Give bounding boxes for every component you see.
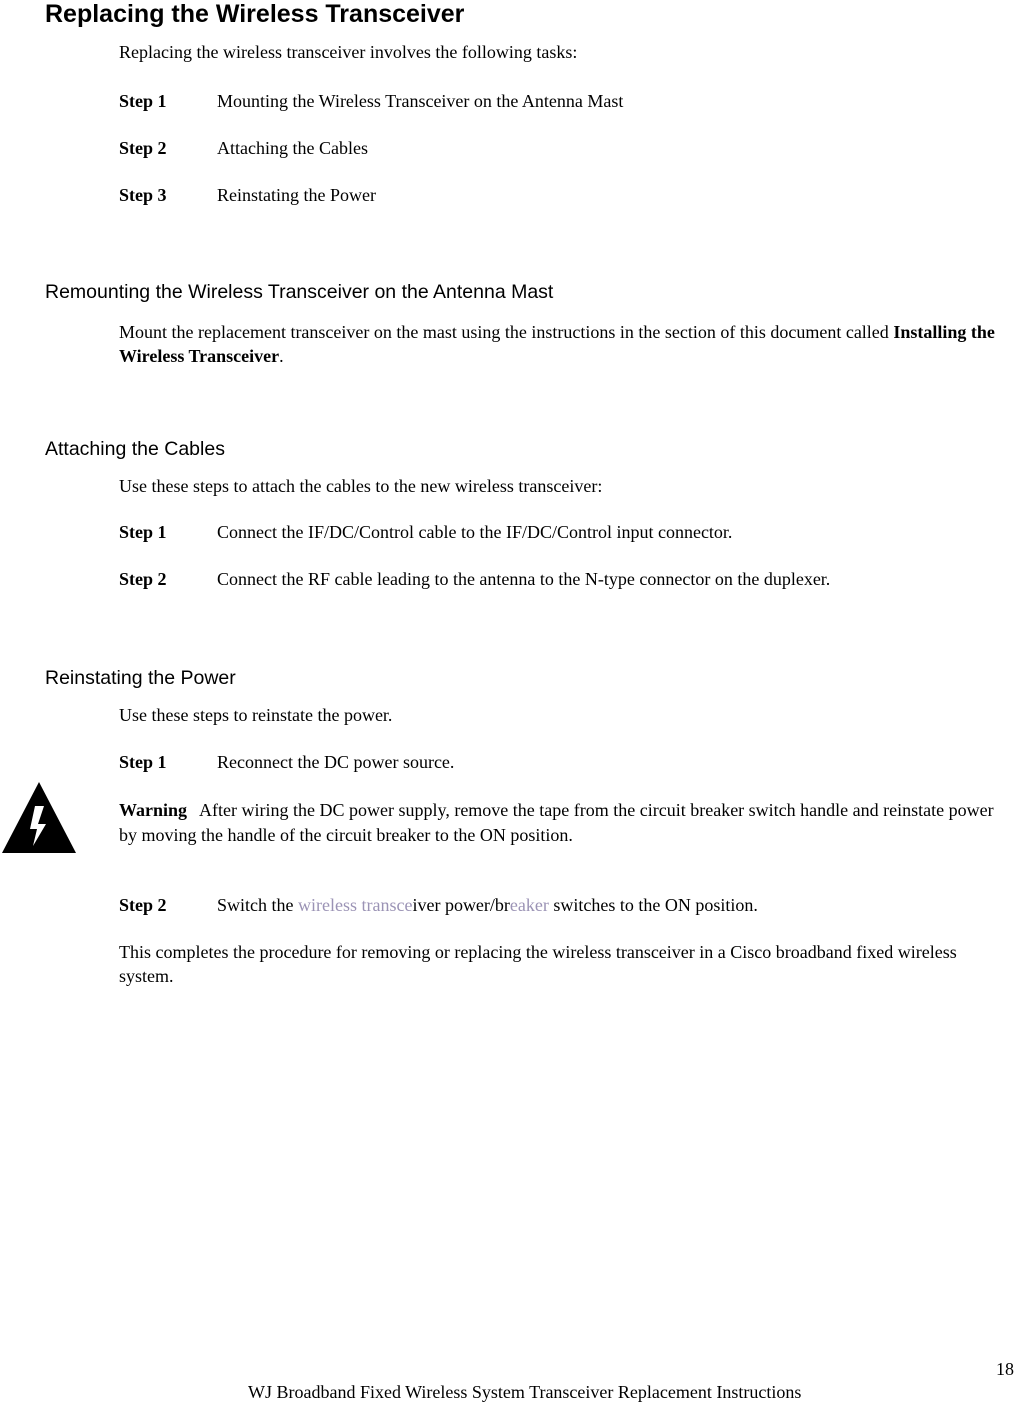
cables-step-2-label: Step 2 <box>119 569 167 589</box>
cables-step-1-label: Step 1 <box>119 522 167 542</box>
warning-label: Warning <box>119 800 188 820</box>
warning-paragraph <box>119 798 1014 848</box>
power-step-2-text <box>217 895 758 916</box>
warning-icon <box>0 780 78 856</box>
remount-paragraph <box>119 320 1014 368</box>
warning-text: After wiring the DC power supply, remove the tape from the circuit breaker switch handle and reinstate power by moving the handle of the circuit breaker to the ON position. <box>119 800 994 845</box>
overview-step-3-label: Step 3 <box>119 185 167 205</box>
power-step-2-text-a: Switch the <box>217 895 298 915</box>
remount-reference-tail: . <box>279 346 284 366</box>
power-step-2-text-c: iver power/br <box>412 895 510 915</box>
overview-step-3-text: Reinstating the Power <box>217 185 376 205</box>
power-step-1-label: Step 1 <box>119 752 167 772</box>
cables-step-1-text: Connect the IF/DC/Control cable to the IF/DC/Control input connector. <box>217 522 733 542</box>
remount-heading: Remounting the Wireless Transceiver on the Antenna Mast <box>45 281 554 303</box>
cables-step-2-text: Connect the RF cable leading to the antenna to the N-type connector on the duplexer. <box>217 569 831 589</box>
overview-step-1-label: Step 1 <box>119 91 167 111</box>
intro-text: Replacing the wireless transceiver involves the following tasks: <box>119 42 578 62</box>
overview-step-2-label: Step 2 <box>119 138 167 158</box>
power-step-2-text-d: eaker <box>509 895 549 915</box>
overview-step-2-text: Attaching the Cables <box>217 138 368 158</box>
power-heading: Reinstating the Power <box>45 667 236 689</box>
power-intro: Use these steps to reinstate the power. <box>119 705 393 725</box>
power-step-2-label: Step 2 <box>119 895 167 915</box>
cables-heading: Attaching the Cables <box>45 438 225 460</box>
power-step-2-text-e: switches to the ON position. <box>548 895 758 915</box>
page-number: 18 <box>996 1359 1014 1379</box>
page-title: Replacing the Wireless Transceiver <box>45 0 465 28</box>
remount-reference: Installing the Wireless Transceiver <box>119 322 995 366</box>
overview-step-1-text: Mounting the Wireless Transceiver on the Antenna Mast <box>217 91 624 111</box>
remount-text: Mount the replacement transceiver on the mast using the instructions in the section of this document called <box>119 322 889 342</box>
power-step-1-text: Reconnect the DC power source. <box>217 752 455 772</box>
conclusion-paragraph: This completes the procedure for removing or replacing the wireless transceiver in a Cisco broadband fixed wireless system. <box>119 942 957 986</box>
footer-title: WJ Broadband Fixed Wireless System Transceiver Replacement Instructions <box>248 1382 802 1402</box>
cables-intro: Use these steps to attach the cables to the new wireless transceiver: <box>119 476 603 496</box>
power-step-2-text-b: wireless transce <box>298 895 413 915</box>
